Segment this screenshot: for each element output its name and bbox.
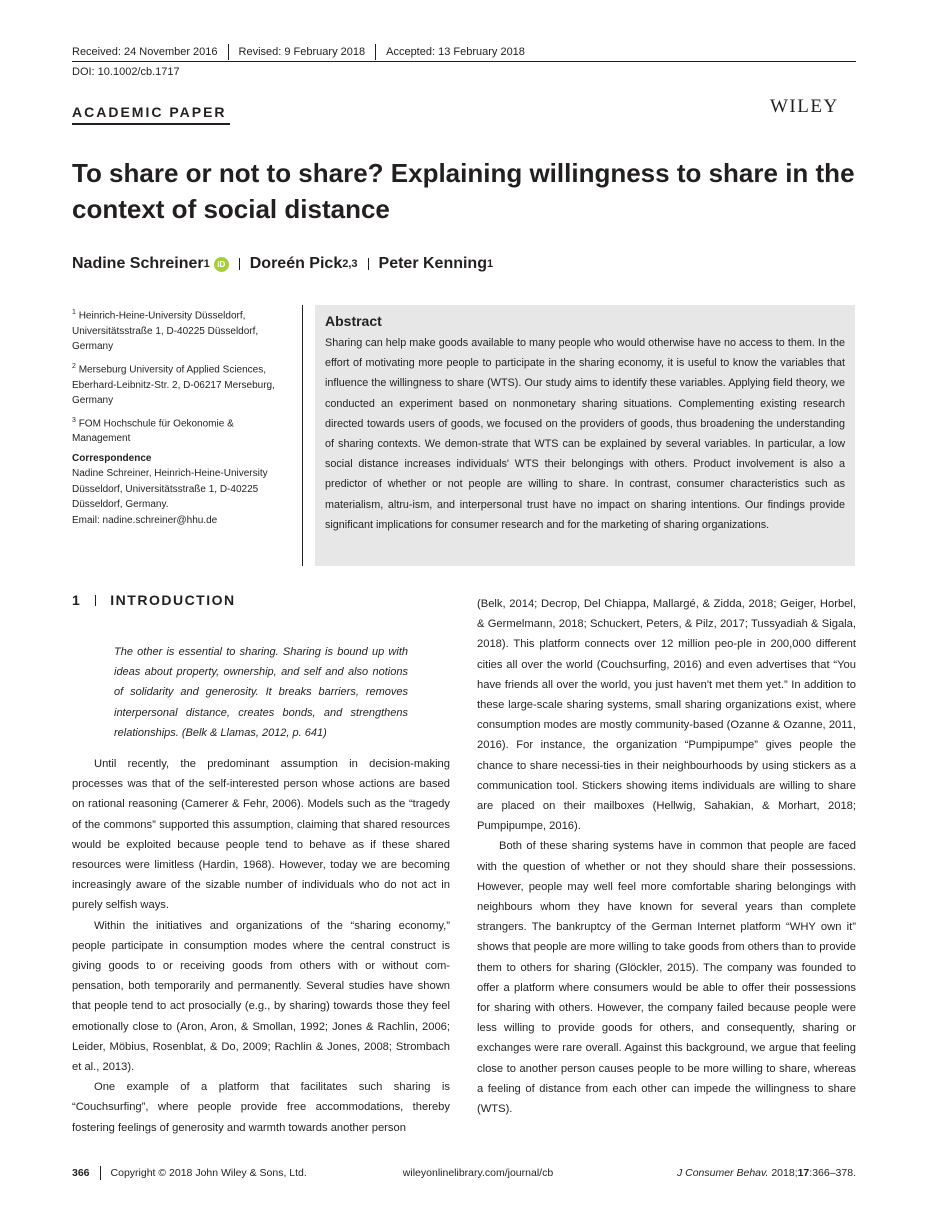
received-date: Received: 24 November 2016 — [72, 46, 218, 58]
author-affil-sup: 1 — [486, 258, 494, 270]
divider — [368, 258, 369, 270]
abstract-heading: Abstract — [325, 313, 382, 329]
correspondence-email[interactable]: Email: nadine.schreiner@hhu.de — [72, 514, 218, 526]
journal-year: 2018; — [771, 1167, 798, 1179]
affil-text: Heinrich-Heine-University Düsseldorf, Universitätsstraße 1, D-40225 Düsseldorf, Germany — [72, 310, 259, 353]
epigraph-quote: The other is essential to sharing. Sharing is bound up with ideas about property, ownership, and self and also notions of solidarity and generosity. It breaks barriers, removes interpersonal distance, creates bonds, and strengthens relationships. (Belk & Llamas, 2012, p. 641) — [114, 646, 408, 739]
copyright: Copyright © 2018 John Wiley & Sons, Ltd. — [110, 1167, 307, 1179]
divider — [375, 44, 376, 60]
header-rule — [72, 61, 856, 62]
author-name[interactable]: Nadine Schreiner — [72, 255, 204, 272]
paragraph: Until recently, the predominant assumption in decision-making processes was that of the self-interested person whose actions are based on rational reasoning (Camerer & Fehr, 2006). Models such as the “tragedy of the commons” supported this assumption, claiming that shared resources would be exploited because people tend to behave as if these shared resources were limitless (Hardin, 1968). However, today we are becoming increasingly aware of the sizable number of individuals who do not act in purely selfish ways. — [72, 758, 450, 912]
affil-text: Merseburg University of Applied Sciences, Eberhard-Leibnitz-Str. 2, D-06217 Merseburg, Germany — [72, 364, 275, 407]
article-title: To share or not to share? Explaining willingness to share in the context of social distance — [72, 158, 855, 224]
paragraph: Both of these sharing systems have in common that people are faced with the question of whether or not they should share their possessions. However, people may well feel more comfortable sharing belongings with neighbours whom they have known for several years than complete strangers. The bankruptcy of the German Internet platform “WHY own it” shows that people are more willing to take goods from others than to provide them to others for sharing (Glöckler, 2015). The company was founded to offer a platform where consumers would be able to offer their possessions for sharing with others. However, the company failed because people were less willing to provide goods for others, and consequently, sharing or exchanges were rare overall. Against this background, we argue that feeling close to another person causes people to be more willing to share, whereas a feeling of distance from each other can impede the willingness to share (WTS). — [477, 840, 856, 1116]
affiliation — [72, 305, 292, 355]
author-name[interactable]: Doreén Pick — [249, 255, 343, 272]
paragraph: One example of a platform that facilitates such sharing is “Couchsurfing”, where people provide free accommodations, thereby fostering feelings of generosity and warmth towards another person — [72, 1081, 450, 1134]
orcid-icon[interactable]: iD — [214, 257, 229, 272]
column-divider — [302, 305, 303, 566]
journal-pages: :366–378. — [809, 1167, 856, 1179]
abstract-box — [315, 305, 855, 566]
author-affil-sup: 1 — [203, 258, 210, 270]
affiliations — [72, 305, 292, 528]
revised-date: Revised: 9 February 2018 — [238, 46, 366, 58]
section-number: 1 — [72, 592, 82, 608]
divider — [100, 1166, 101, 1180]
journal-name: J Consumer Behav. — [676, 1167, 769, 1179]
left-column — [72, 754, 450, 1138]
affiliation — [72, 413, 292, 447]
journal-volume: 17 — [797, 1167, 810, 1179]
affil-sup: 1 — [72, 309, 76, 316]
divider — [228, 44, 229, 60]
correspondence-text: Nadine Schreiner, Heinrich-Heine-University Düsseldorf, Universitätsstraße 1, D-40225 Düsseldorf, Germany. — [72, 468, 268, 511]
publisher-logo: WILEY — [770, 96, 839, 117]
section-heading — [72, 592, 236, 608]
divider — [95, 595, 96, 606]
doi[interactable]: DOI: 10.1002/cb.1717 — [72, 66, 180, 78]
author-name[interactable]: Peter Kenning — [378, 255, 487, 272]
section-title: INTRODUCTION — [110, 592, 236, 608]
accepted-date: Accepted: 13 February 2018 — [386, 46, 525, 58]
correspondence-heading: Correspondence — [72, 452, 152, 464]
article-dates — [72, 44, 856, 60]
section-label: ACADEMIC PAPER — [72, 104, 227, 120]
affil-sup: 2 — [72, 362, 76, 370]
author-affil-sup: 2,3 — [342, 258, 358, 270]
paragraph: (Belk, 2014; Decrop, Del Chiappa, Mallargé, & Zidda, 2018; Geiger, Horbel, & Germelmann, 2018; Schuckert, Peters, & Pilz, 2017; Tussyadiah & Sigala, 2018). This platform connects over 12 million peo-ple in 200,000 different cities all over the world (Couchsurfing, 2016) and even advertises that “You have friends all over the world, you just haven't met them yet.” In addition to these large-scale sharing systems, small sharing organizations exist, where consumption modes are mostly community-based (Ozanne & Ozanne, 2011, 2016). For instance, the organization “Pumpipumpe” gives people the chance to share necessi-ties in their neighbourhoods by using stickers as a communication tool. Stickers showing items individuals are willing to share are placed on their mailboxes (Hellwig, Sahakian, & Morhart, 2018; Pumpipumpe, 2016). — [477, 598, 856, 833]
affil-text: FOM Hochschule für Oekonomie & Management — [72, 417, 234, 445]
affiliation — [72, 359, 292, 409]
journal-citation — [677, 1167, 856, 1179]
right-column — [477, 594, 856, 1119]
journal-url[interactable]: wileyonlinelibrary.com/journal/cb — [402, 1167, 554, 1179]
page-number: 366 — [72, 1167, 90, 1179]
divider — [239, 258, 240, 270]
affil-sup: 3 — [72, 416, 76, 424]
author-list — [72, 255, 493, 273]
paragraph: Within the initiatives and organizations of the “sharing economy,” people participate in consumption modes where the central construct is giving goods to or receiving goods from others with or without com-pensation, both temporarily and permanently. Several studies have shown that people tend to act prosocially (e.g., by sharing) towards those they feel emotionally close to (Aron, Aron, & Smollan, 1992; Jones & Rachlin, 2006; Leider, Möbius, Rosenblat, & Do, 2009; Rachlin & Jones, 2008; Strombach et al., 2013). — [72, 919, 450, 1074]
page-footer — [72, 1166, 856, 1180]
abstract-text: Sharing can help make goods available to many people who would otherwise have no access to them. In the effort of motivating more people to participate in the sharing economy, it is useful to know the variables that influence the willingness to share (WTS). Our study aims to identify these variables. Applying field theory, we conducted an experiment based on nonmonetary sharing situations. Complementing existing research directed towards users of goods, we focused on the providers of goods, thus broadening the understanding of sharing contexts. We demon-strate that WTS can be explained by several variables. In particular, a low social distance increases individuals' WTS their belongings with others. Product involvement is also a predictor of whether or not people are willing to share. In contrast, consumer characteristics such as materialism, altru-ism, and interpersonal trust have no impact on sharing intentions. Our findings provide significant implications for consumer research and for the marketing of sharing organizations. — [325, 337, 845, 531]
section-label-underline — [72, 123, 230, 125]
